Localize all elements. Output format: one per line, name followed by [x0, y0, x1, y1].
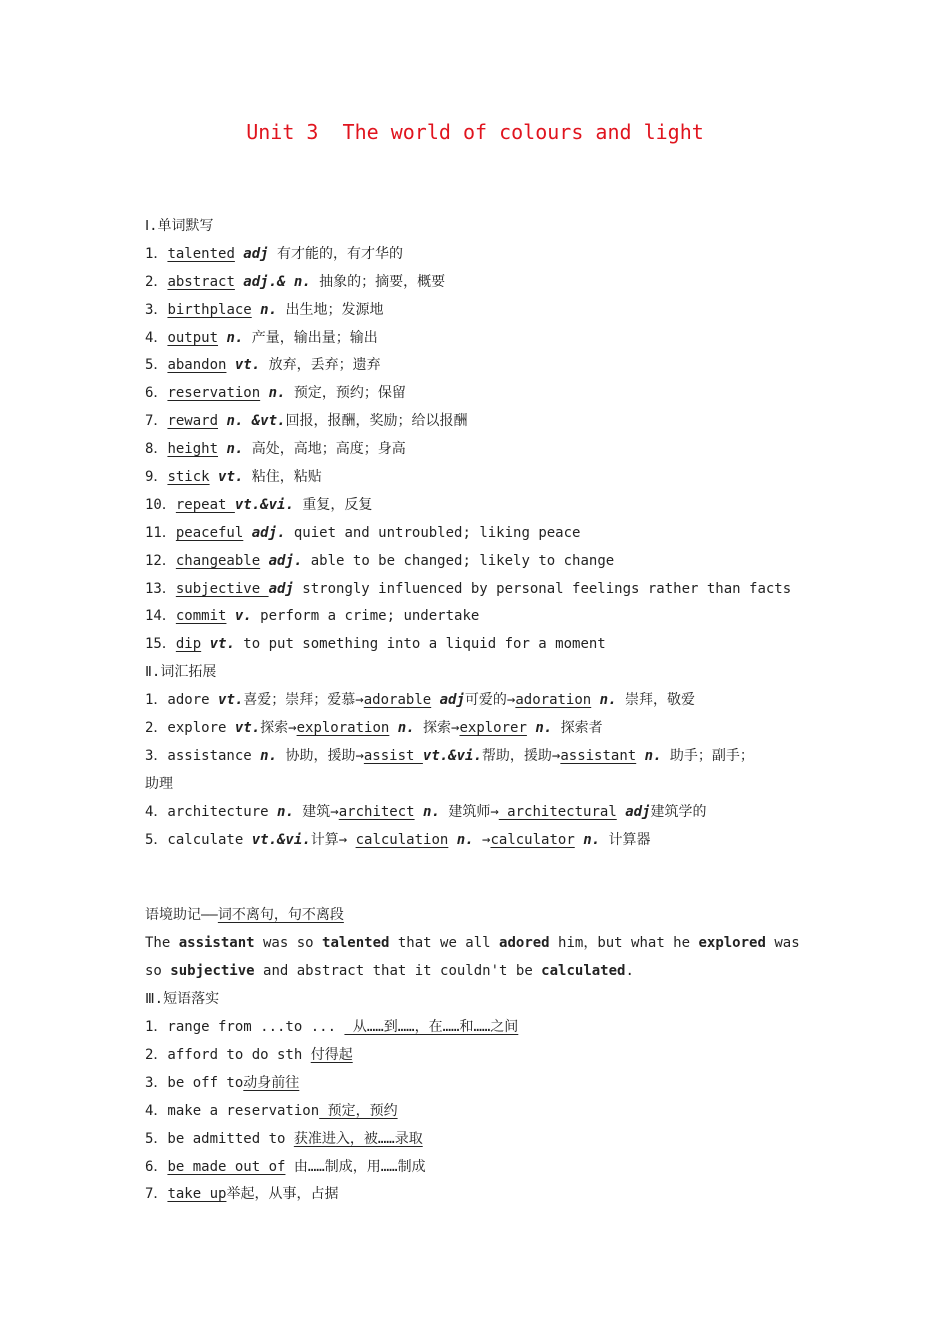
answer-word: peaceful — [175, 524, 244, 541]
vocab-item — [145, 325, 825, 353]
part-of-speech: n. — [260, 747, 278, 764]
space — [591, 692, 599, 708]
answer-word: calculation — [355, 831, 449, 848]
phrase-prompt: 5．be admitted to — [145, 1130, 294, 1147]
answer-word: changeable — [175, 552, 261, 569]
answer-word: birthplace — [167, 301, 252, 318]
vocab-item — [145, 352, 825, 380]
definition: able to be changed; likely to change — [302, 552, 615, 569]
answer-phrase: 获准进入，被……录取 — [293, 1130, 423, 1147]
item-number: 14． — [145, 608, 176, 625]
part-of-speech: vt. — [209, 469, 244, 486]
answer-word: explorer — [459, 720, 527, 737]
sentence-text: The — [145, 935, 179, 952]
sentence-text: was — [765, 935, 800, 952]
answer-word: stick — [167, 469, 210, 486]
meaning: 探索者 — [552, 720, 603, 737]
part-of-speech: adj — [268, 580, 294, 597]
answer-word: calculator — [490, 831, 575, 848]
part-of-speech: vt. — [234, 720, 261, 737]
meaning: 可爱的→ — [464, 692, 516, 709]
content-body — [145, 213, 825, 1209]
part-of-speech: n. — [599, 692, 617, 709]
memory-heading — [145, 902, 825, 930]
part-of-speech: n. &vt. — [218, 413, 286, 430]
vocab-item — [145, 576, 825, 604]
definition: perform a crime; undertake — [251, 608, 480, 625]
word-family-item — [145, 687, 825, 715]
vocab-item — [145, 408, 825, 436]
meaning: 建筑学的 — [650, 803, 707, 820]
phrase-item — [145, 1014, 825, 1042]
part-of-speech: vt.&vi. — [422, 747, 482, 764]
word-family-list — [145, 687, 825, 854]
vocab-list — [145, 241, 825, 659]
answer-phrase: 付得起 — [310, 1046, 353, 1063]
answer-word: exploration — [296, 720, 390, 737]
space — [415, 804, 423, 820]
space — [389, 720, 397, 736]
item-number: 4． — [145, 329, 168, 346]
meaning: 计算→ — [310, 831, 356, 848]
phrase-prompt: 6． — [145, 1158, 168, 1175]
answer-word: abstract — [167, 273, 235, 290]
definition: 高处，高地；高度；身高 — [243, 441, 406, 458]
part-of-speech: vt. — [201, 636, 235, 653]
item-number: 9． — [145, 469, 168, 486]
memory-sentence-line — [145, 930, 825, 958]
memory-sentence-line — [145, 958, 825, 986]
phrase-meaning: 由……制成，用……制成 — [285, 1158, 426, 1175]
part-of-speech: adj. — [243, 524, 286, 541]
word-family-item — [145, 743, 825, 771]
base-word: 2．explore — [145, 720, 235, 737]
part-of-speech: v. — [226, 608, 252, 625]
answer-word: architectural — [498, 803, 617, 820]
meaning: 助手；副手； — [661, 747, 754, 764]
vocab-item — [145, 464, 825, 492]
base-word: 1．adore — [145, 692, 219, 709]
answer-word: abandon — [167, 357, 227, 374]
sentence-text: was so — [254, 935, 323, 952]
phrase-item — [145, 1070, 825, 1098]
keyword: calculated — [541, 963, 626, 980]
answer-word: subjective — [175, 580, 269, 597]
definition: to put something into a liquid for a moment — [234, 636, 606, 653]
phrase-list — [145, 1014, 825, 1209]
space — [431, 692, 439, 708]
vocab-item — [145, 297, 825, 325]
keyword: subjective — [170, 963, 255, 980]
part-of-speech: n. — [456, 831, 474, 848]
phrase-item — [145, 1181, 825, 1209]
part-of-speech: vt.&vi. — [234, 496, 294, 513]
item-number: 3． — [145, 301, 168, 318]
vocab-item — [145, 548, 825, 576]
part-of-speech: n. — [423, 803, 440, 820]
sentence-text: and abstract that it couldn't be — [254, 963, 542, 980]
phrase-item — [145, 1098, 825, 1126]
section-heading: Ⅱ.词汇拓展 — [145, 664, 217, 681]
item-number: 5． — [145, 357, 168, 374]
answer-word: assistant — [560, 747, 637, 764]
phrase-item — [145, 1154, 825, 1182]
part-of-speech: adj — [439, 692, 465, 709]
part-of-speech: n. — [397, 720, 415, 737]
keyword: adored — [499, 935, 550, 952]
answer-phrase: 预定，预约 — [319, 1102, 398, 1119]
vocab-item — [145, 492, 825, 520]
sentence-text: so — [145, 963, 171, 980]
vocab-item — [145, 269, 825, 297]
spacer — [145, 882, 825, 902]
base-word: 3．assistance — [145, 747, 261, 764]
item-number: 2． — [145, 273, 168, 290]
meaning: 探索→ — [414, 720, 460, 737]
answer-word: adoration — [515, 692, 592, 709]
answer-word: assist — [363, 747, 423, 764]
definition: 抽象的；摘要，概要 — [310, 273, 446, 290]
phrase-meaning: 举起，从事，占据 — [226, 1186, 339, 1203]
word-family-item — [145, 715, 825, 743]
part-of-speech: n. — [277, 803, 294, 820]
meaning: 建筑→ — [293, 803, 339, 820]
answer-phrase: 从……到……，在……和……之间 — [344, 1019, 519, 1036]
definition: quiet and untroubled; liking peace — [285, 524, 581, 541]
definition: 重复，反复 — [293, 496, 373, 513]
base-word: 5．calculate — [145, 831, 252, 848]
definition: 预定，预约；保留 — [285, 385, 406, 402]
item-number: 11． — [145, 524, 176, 541]
continued-text: 助理 — [145, 775, 173, 792]
vocab-item — [145, 520, 825, 548]
sentence-text: . — [625, 963, 634, 980]
meaning: → — [473, 831, 491, 848]
answer-word: height — [167, 441, 219, 458]
memory-heading-underlined: 词不离句，句不离段 — [217, 907, 344, 924]
space — [636, 748, 644, 764]
part-of-speech: adj. — [260, 552, 303, 569]
definition: 粘住，粘贴 — [243, 469, 322, 486]
word-family-item — [145, 799, 825, 827]
answer-phrase: take up — [167, 1186, 227, 1203]
section-heading: Ⅰ.单词默写 — [145, 218, 214, 234]
item-number: 13． — [145, 580, 176, 597]
answer-word: dip — [175, 636, 202, 653]
phrase-prompt: 2．afford to do sth — [145, 1046, 311, 1063]
spacer — [145, 854, 825, 882]
answer-word: output — [167, 329, 219, 346]
meaning: 协助，援助→ — [277, 747, 364, 764]
meaning: 喜爱；崇拜；爱慕→ — [243, 692, 364, 709]
section-heading: Ⅲ.短语落实 — [145, 991, 220, 1008]
answer-word: reservation — [167, 385, 261, 402]
item-number: 1． — [145, 245, 168, 262]
definition: 回报，报酬，奖励；给以报酬 — [285, 413, 468, 430]
part-of-speech: n. — [260, 385, 286, 402]
meaning: 崇拜，敬爱 — [616, 692, 695, 709]
item-number: 12． — [145, 552, 176, 569]
phrase-item — [145, 1126, 825, 1154]
vocab-item — [145, 631, 825, 659]
definition: 有才能的，有才华的 — [268, 245, 404, 262]
part-of-speech: adj — [625, 803, 651, 820]
answer-word: repeat — [175, 496, 235, 513]
answer-word: architect — [338, 803, 415, 820]
space — [575, 832, 583, 848]
vocab-item — [145, 380, 825, 408]
space — [448, 832, 456, 848]
memory-heading-prefix: 语境助记—— — [145, 907, 218, 924]
item-number: 15． — [145, 636, 176, 653]
phrase-item — [145, 1042, 825, 1070]
part-of-speech: vt. — [218, 692, 244, 709]
definition: 出生地；发源地 — [277, 301, 384, 318]
answer-word: reward — [167, 413, 219, 430]
phrase-prompt: 3．be off to — [145, 1074, 244, 1091]
part-of-speech: n. — [583, 831, 601, 848]
page-title: Unit 3 The world of colours and light — [246, 120, 704, 144]
meaning: 计算器 — [600, 831, 651, 848]
keyword: assistant — [178, 935, 255, 952]
meaning: 帮助，援助→ — [481, 747, 561, 764]
base-word: 4．architecture — [145, 803, 278, 820]
phrase-prompt: 7． — [145, 1186, 168, 1203]
definition: 放弃，丢弃；遗弃 — [260, 357, 381, 374]
sentence-text: him，but what he — [549, 935, 699, 952]
item-number: 10． — [145, 496, 176, 513]
vocab-item — [145, 603, 825, 631]
part-of-speech: adj.& n. — [234, 273, 311, 290]
word-family-item — [145, 771, 825, 799]
keyword: talented — [322, 935, 390, 952]
part-of-speech: adj — [234, 245, 269, 262]
answer-phrase: 动身前往 — [243, 1074, 300, 1091]
definition: strongly influenced by personal feelings rather than facts — [293, 580, 792, 597]
part-of-speech: n. — [218, 329, 244, 346]
phrase-prompt: 1．range from ...to ... — [145, 1019, 345, 1036]
keyword: explored — [698, 935, 766, 952]
part-of-speech: n. — [251, 301, 278, 318]
part-of-speech: n. — [218, 441, 244, 458]
part-of-speech: n. — [535, 720, 553, 737]
part-of-speech: vt.&vi. — [251, 831, 311, 848]
answer-phrase: be made out of — [167, 1158, 286, 1175]
answer-word: adorable — [363, 692, 432, 709]
item-number: 6． — [145, 385, 168, 402]
answer-word: commit — [175, 608, 227, 625]
item-number: 7． — [145, 413, 168, 430]
sentence-text: that we all — [389, 935, 500, 952]
meaning: 探索→ — [260, 720, 297, 737]
meaning: 建筑师→ — [439, 803, 499, 820]
space — [617, 804, 625, 820]
vocab-item — [145, 436, 825, 464]
phrase-prompt: 4．make a reservation — [145, 1102, 320, 1119]
vocab-item — [145, 241, 825, 269]
item-number: 8． — [145, 441, 168, 458]
part-of-speech: vt. — [226, 357, 261, 374]
part-of-speech: n. — [644, 747, 662, 764]
answer-word: talented — [167, 245, 235, 262]
definition: 产量，输出量；输出 — [243, 329, 378, 346]
word-family-item — [145, 827, 825, 855]
